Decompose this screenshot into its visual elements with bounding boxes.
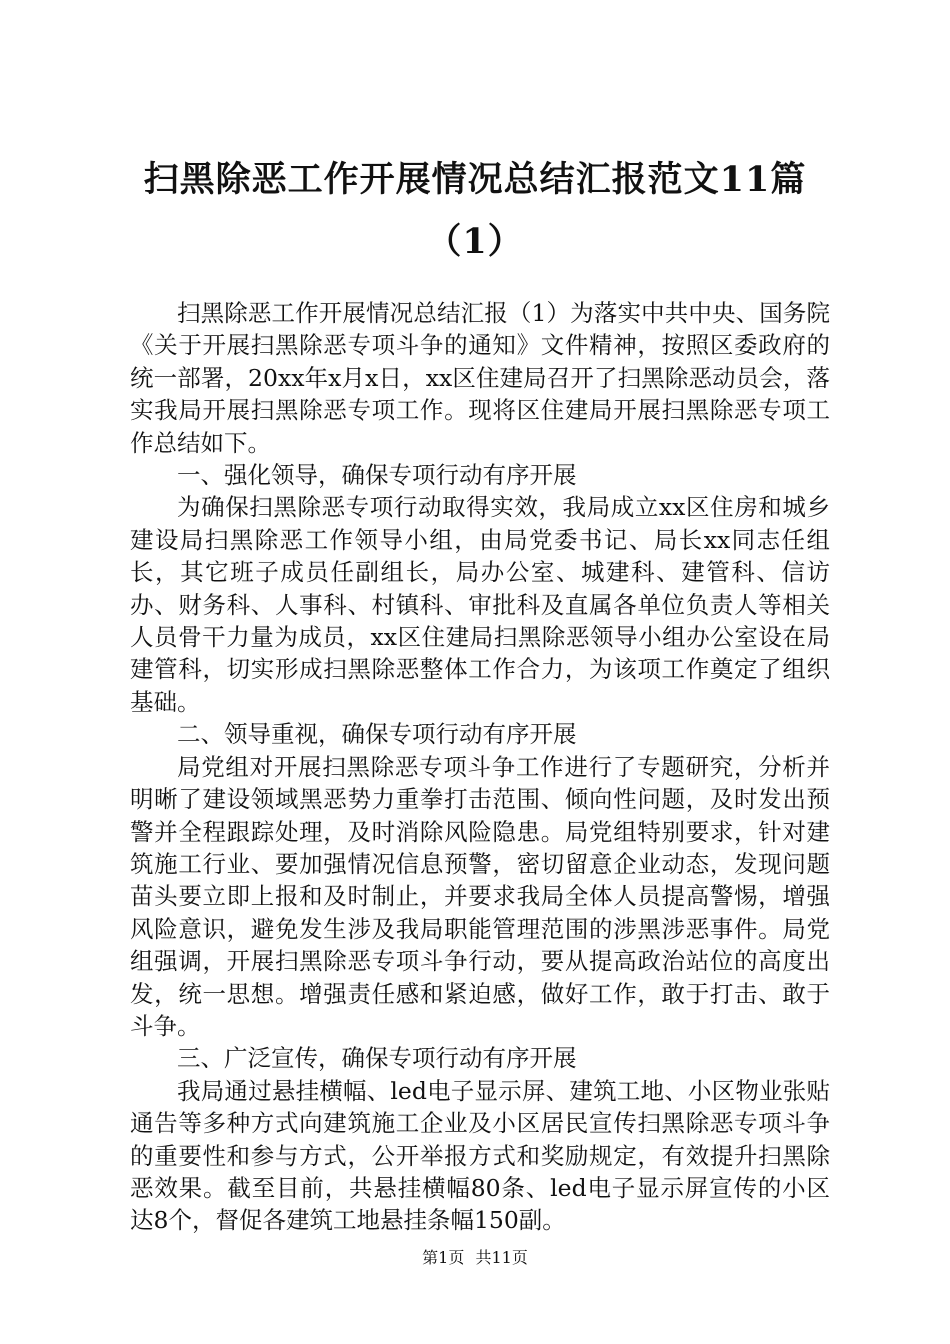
document-title: 扫黑除恶工作开展情况总结汇报范文11篇 xyxy=(143,159,807,200)
document-title-continuation: （1） xyxy=(426,221,524,262)
page-footer xyxy=(0,1248,950,1268)
section-heading-1: 一、强化领导，确保专项行动有序开展 xyxy=(177,461,577,490)
section-2-paragraph: 局党组对开展扫黑除恶专项斗争工作进行了专题研究，分析并明晰了建设领域黑恶势力重拳打击范围、倾向性问题，及时发出预警并全程跟踪处理，及时消除风险隐患。局党组特别要求，针对建筑施工行业、要加强情况信息预警，密切留意企业动态，发现问题苗头要立即上报和及时制止，并要求我局全体人员提高警惕，增强风险意识，避免发生涉及我局职能管理范围的涉黑涉恶事件。局党组强调，开展扫黑除恶专项斗争行动，要从提高政治站位的高度出发，统一思想。增强责任感和紧迫感，做好工作，敢于打击、敢于斗争。 xyxy=(130,752,830,1040)
section-heading-3: 三、广泛宣传，确保专项行动有序开展 xyxy=(177,1044,577,1073)
section-heading-2: 二、领导重视，确保专项行动有序开展 xyxy=(177,720,577,749)
section-3-paragraph: 我局通过悬挂横幅、led电子显示屏、建筑工地、小区物业张贴通告等多种方式向建筑施工企业及小区居民宣传扫黑除恶专项斗争的重要性和参与方式，公开举报方式和奖励规定，有效提升扫黑除恶效果。截至目前，共悬挂横幅80条、led电子显示屏宣传的小区达8个，督促各建筑工地悬挂条幅150副。 xyxy=(130,1076,830,1235)
page-number: 第1页 xyxy=(422,1248,465,1267)
intro-paragraph: 扫黑除恶工作开展情况总结汇报（1）为落实中共中央、国务院《关于开展扫黑除恶专项斗争的通知》文件精神，按照区委政府的统一部署，20xx年x月x日，xx区住建局召开了扫黑除恶动员会，落实我局开展扫黑除恶专项工作。现将区住建局开展扫黑除恶专项工作总结如下。 xyxy=(130,299,830,457)
document-body xyxy=(130,297,830,1237)
page-total: 共11页 xyxy=(475,1248,528,1267)
section-1-paragraph: 为确保扫黑除恶专项行动取得实效，我局成立xx区住房和城乡建设局扫黑除恶工作领导小组，由局党委书记、局长xx同志任组长，其它班子成员任副组长，局办公室、城建科、建管科、信访办、财务科、人事科、村镇科、审批科及直属各单位负责人等相关人员骨干力量为成员，xx区住建局扫黑除恶领导小组办公室设在局建管科，切实形成扫黑除恶整体工作合力，为该项工作奠定了组织基础。 xyxy=(130,493,830,716)
